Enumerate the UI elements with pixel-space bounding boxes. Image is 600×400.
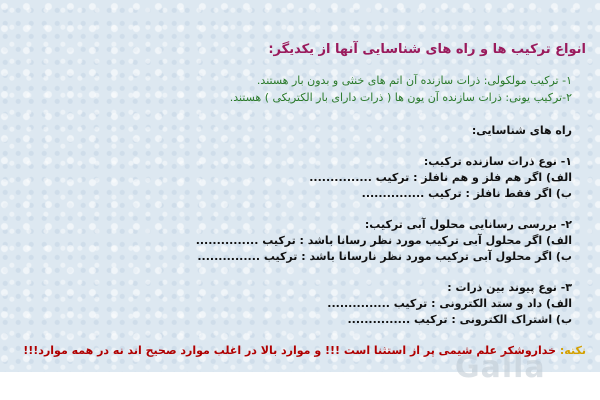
watermark-logo: Galla: [455, 350, 546, 385]
section-2-item-b: ب) اگر محلول آبی ترکیب مورد نظر نارسانا باشد : ترکیب ...............: [197, 250, 572, 263]
section-1-item-b: ب) اگر فقط نافلز : ترکیب ...............: [361, 187, 572, 200]
section-3-item-b: ب) اشتراک الکترونی : ترکیب ...............: [347, 313, 572, 326]
slide-title: انواع ترکیب ها و راه های شناسایی آنها از یکدیگر:: [268, 42, 586, 57]
section-2-item-a: الف) اگر محلول آبی ترکیب مورد نظر رسانا باشد : ترکیب ...............: [195, 234, 572, 247]
section-1-item-a: الف) اگر هم فلز و هم نافلز : ترکیب ...............: [309, 171, 572, 184]
type-molecular: ۱- ترکیب مولکولی: ذرات سازنده آن اتم های خنثی و بدون بار هستند.: [256, 74, 572, 87]
type-ionic: ۲-ترکیب یونی: ذرات سازنده آن یون ها ( ذرات دارای بار الکتریکی ) هستند.: [229, 91, 572, 104]
methods-heading: راه های شناسایی:: [471, 124, 572, 137]
note-label: نکته:: [559, 344, 586, 357]
section-2-heading: ۲- بررسی رسانایی محلول آبی ترکیب:: [364, 218, 572, 231]
note-text: خداروشکر علم شیمی پر از استثنا است !!! و موارد بالا در اغلب موارد صحیح اند نه در همه موارد!!!: [23, 344, 557, 357]
section-3-heading: ۳- نوع پیوند بین ذرات :: [447, 281, 572, 294]
section-3-item-a: الف) داد و ستد الکترونی : ترکیب ...............: [327, 297, 572, 310]
section-1-heading: ۱- نوع ذرات سازنده ترکیب:: [423, 155, 572, 168]
